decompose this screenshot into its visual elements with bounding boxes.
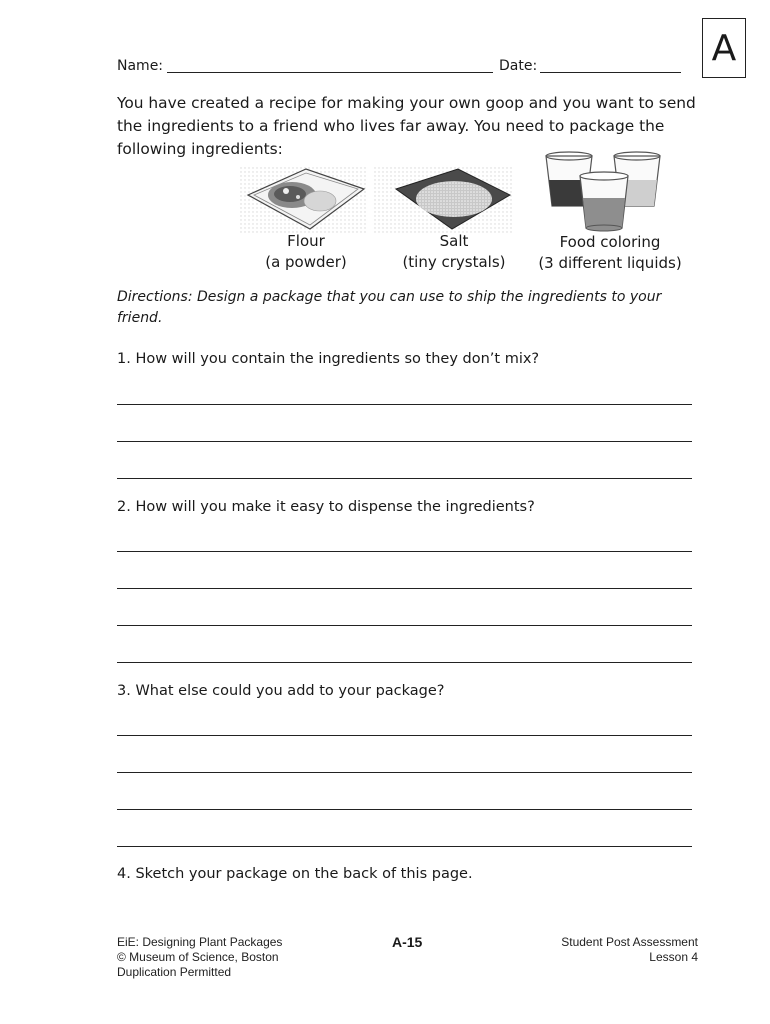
ingredient-caption	[250, 231, 362, 273]
answer-line[interactable]	[117, 809, 692, 810]
footer-assessment: Student Post Assessment	[561, 935, 698, 949]
ingredient-name: Flour	[287, 232, 325, 250]
answer-line[interactable]	[117, 404, 692, 405]
name-field-line[interactable]	[167, 72, 493, 73]
question-2: 2. How will you make it easy to dispense the ingredients?	[117, 499, 535, 515]
answer-line[interactable]	[117, 662, 692, 663]
question-3: 3. What else could you add to your package?	[117, 683, 445, 699]
answer-line[interactable]	[117, 625, 692, 626]
salt-pile-image	[374, 167, 514, 235]
ingredient-name: Food coloring	[559, 233, 661, 251]
ingredient-name: Salt	[439, 232, 469, 250]
footer-program: EiE: Designing Plant Packages	[117, 935, 283, 949]
name-label: Name:	[117, 58, 164, 74]
date-field-line[interactable]	[540, 72, 681, 73]
ingredient-detail: (tiny crystals)	[402, 253, 506, 271]
answer-line[interactable]	[117, 735, 692, 736]
form-letter-box: A	[702, 18, 746, 78]
footer-lesson: Lesson 4	[649, 950, 698, 964]
footer-copyright: © Museum of Science, Boston	[117, 950, 279, 964]
answer-line[interactable]	[117, 441, 692, 442]
directions-text: Directions: Design a package that you can use to ship the ingredients to your friend.	[117, 289, 662, 326]
question-4: 4. Sketch your package on the back of this page.	[117, 866, 473, 882]
ingredient-detail: (3 different liquids)	[538, 254, 682, 272]
page-number: A-15	[392, 934, 423, 950]
date-label: Date:	[499, 58, 538, 74]
question-1: 1. How will you contain the ingredients so they don’t mix?	[117, 351, 540, 367]
liquid-cups-image	[536, 150, 676, 236]
ingredient-detail: (a powder)	[265, 253, 347, 271]
ingredient-caption	[396, 231, 512, 273]
intro-paragraph: You have created a recipe for making your own goop and you want to send the ingredients to a friend who lives far away. You need to package the following ingredients:	[117, 94, 696, 158]
footer-right	[561, 935, 698, 965]
answer-line[interactable]	[117, 551, 692, 552]
footer-permission: Duplication Permitted	[117, 965, 232, 979]
answer-line[interactable]	[117, 588, 692, 589]
answer-line[interactable]	[117, 772, 692, 773]
answer-line[interactable]	[117, 846, 692, 847]
ingredient-caption	[520, 232, 700, 274]
answer-line[interactable]	[117, 478, 692, 479]
footer-left	[117, 935, 282, 980]
flour-pile-image	[240, 167, 368, 235]
